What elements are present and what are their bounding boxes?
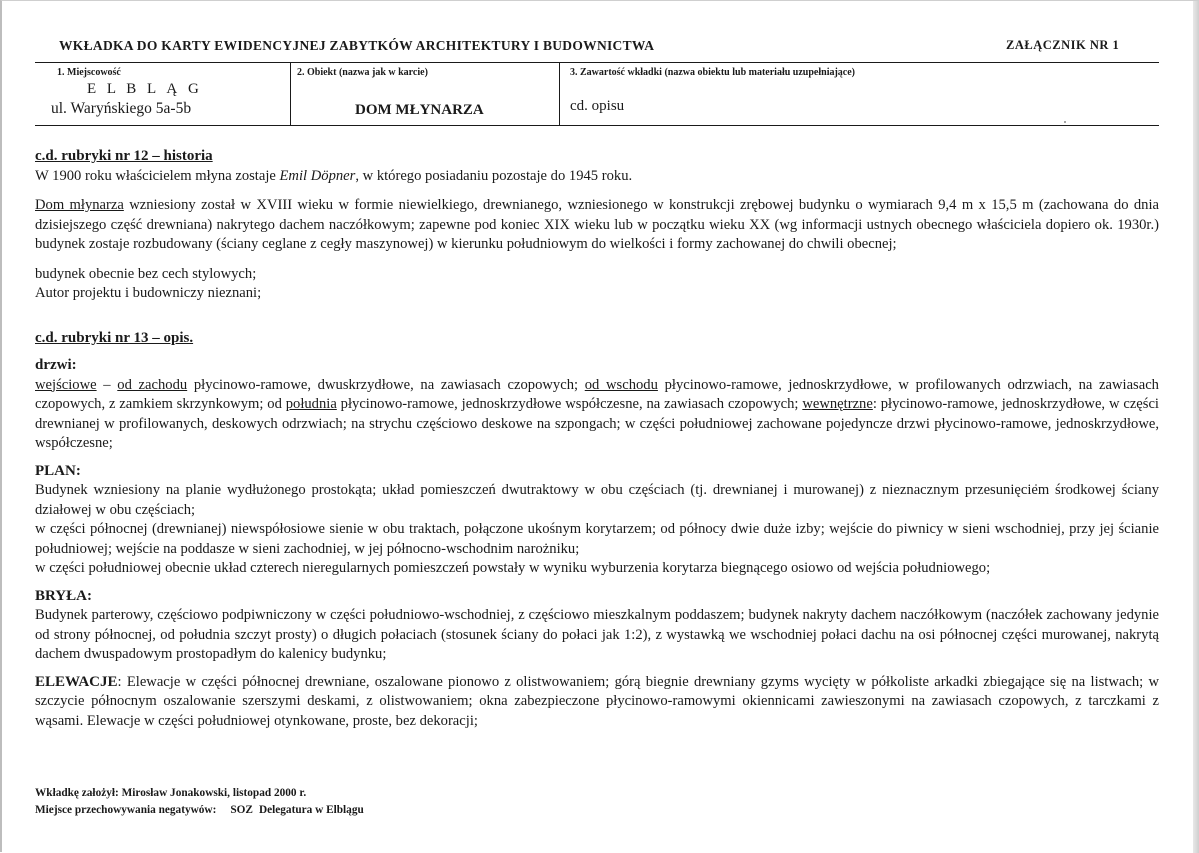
doors-text: płycinowo-ramowe, dwuskrzydłowe, na zawiasach czopowych; bbox=[187, 376, 585, 393]
annex-label: ZAŁĄCZNIK NR 1 bbox=[1006, 38, 1120, 52]
author-label: Wkładkę założył: bbox=[35, 787, 119, 799]
plan-paragraph-2: w części północnej (drewnianej) niewspółosiowe sienie w obu traktach, połączone ukośnym korytarzem; od północy dwie duże izby; wejście do piwnicy w sieni wschodniej, przy jej ścianie południowej; wejście na poddasze w sieni zachodniej, w jej północno-wschodnim narożniku; bbox=[35, 521, 1159, 557]
location-cell bbox=[35, 63, 290, 125]
doors-text: płycinowo-ramowe, jednoskrzydłowe współczesne, na zawiasach czopowych; bbox=[336, 396, 803, 412]
history-p1-text-b: , w którego posiadaniu pozostaje do 1945 roku. bbox=[355, 167, 633, 184]
doors-entrance-term: wejściowe bbox=[35, 376, 97, 393]
history-p2-lead: Dom młynarza bbox=[35, 197, 124, 213]
location-label: 1. Miejscowość bbox=[57, 67, 121, 78]
object-label: 2. Obiekt (nazwa jak w karcie) bbox=[297, 67, 428, 78]
object-name-value: DOM MŁYNARZA bbox=[355, 102, 484, 118]
doors-south-term: południa bbox=[285, 396, 337, 412]
negatives-line bbox=[35, 802, 364, 819]
doors-east-term: od wschodu bbox=[584, 376, 658, 393]
doors-text: płycinowo-ramowe, jednoskrzydłowe, w profilowanych odrzwiach, na zawiasach czopowych, z zamkiem skrzynkowym; od bbox=[35, 376, 1159, 412]
city-value: E L B L Ą G bbox=[87, 81, 203, 97]
document-body bbox=[35, 147, 1159, 731]
plan-paragraph-1: Budynek wzniesiony na planie wydłużonego prostokąta; układ pomieszczeń dwutraktowy w obu częściach (tj. drewnianej i murowanej) z nieznacznym przesunięciem środkowej ściany działowej w obu częściach; bbox=[35, 482, 1159, 518]
doors-west-term: od zachodu bbox=[117, 376, 188, 393]
content-label: 3. Zawartość wkładki (nazwa obiektu lub materiału uzupełniające) bbox=[570, 67, 856, 78]
header-fields-table bbox=[35, 62, 1159, 126]
content-value: cd. opisu bbox=[570, 98, 625, 114]
plan-paragraph-3: w części południowej obecnie układ czterech nieregularnych pomieszczeń powstały w wyniku wyburzenia korytarza biegnącego osiowo od wejścia południowego; bbox=[35, 560, 991, 576]
document-footer bbox=[35, 785, 364, 818]
doors-heading: drzwi: bbox=[35, 357, 77, 373]
history-paragraph-3: budynek obecnie bez cech stylowych; bbox=[35, 265, 257, 282]
plan-heading: PLAN: bbox=[35, 462, 81, 479]
author-value: Mirosław Jonakowski, listopad 2000 r. bbox=[121, 787, 307, 799]
content-cell bbox=[559, 63, 1160, 125]
history-heading: c.d. rubryki nr 12 – historia bbox=[35, 148, 213, 164]
object-cell bbox=[290, 63, 560, 125]
history-paragraph-1 bbox=[35, 167, 1159, 187]
negatives-detail: Delegatura w Elblągu bbox=[258, 803, 364, 816]
elevations-text: Elewacje w części północnej drewniane, oszalowane pionowo z olistwowaniem; górą biegnie drewniany gzyms wycięty w półkoliste arkadki zbiegające się na listwach; w szczycie północnym oszalowanie szerszymi deskami, z olistwowaniem; okna zabezpieczone płycinowo-ramowymi okiennicami zawieszonymi na zawiasach czopowych, z tarczkami z wąsami. Elewacje w części południowej otynkowane, proste, bez dekoracji; bbox=[35, 673, 1160, 729]
history-p1-text-a: W 1900 roku właścicielem młyna zostaje bbox=[35, 167, 280, 184]
doors-paragraph bbox=[35, 376, 1159, 454]
elevations-paragraph bbox=[35, 673, 1159, 732]
elevations-colon: : bbox=[117, 673, 127, 690]
elevations-heading: ELEWACJE bbox=[35, 673, 118, 690]
history-paragraph-2 bbox=[35, 196, 1159, 255]
description-heading: c.d. rubryki nr 13 – opis. bbox=[35, 329, 194, 346]
history-p2-text: wzniesiony został w XVIII wieku w formie niewielkiego, drewnianego, wzniesionego w konstrukcji zrębowej budynku o wymiarach 9,4 m x 15,5 m (zachowana do dnia dzisiejszego część drewniana) nakrytego dachem naczółkowym; zapewne pod koniec XIX wieku lub w początku wieku XX (wg informacji ustnych obecnego właściciela dopiero ok. 1930r.) budynek zostaje rozbudowany (ściany ceglane z cegły maszynowej) w kierunku południowym do wielkości i formy zachowanej do chwili obecnej; bbox=[35, 197, 1159, 252]
author-line bbox=[35, 785, 364, 802]
owner-name: Emil Döpner bbox=[279, 167, 356, 184]
doors-text: – bbox=[96, 376, 118, 393]
negatives-label: Miejsce przechowywania negatywów: bbox=[35, 803, 217, 816]
form-title: WKŁADKA DO KARTY EWIDENCYJNEJ ZABYTKÓW ARCHITEKTURY I BUDOWNICTWA bbox=[59, 38, 655, 53]
doors-text: : płycinowo-ramowe, jednoskrzydłowe, w części drewnianej w profilowanych, deskowych odrzwiach; na strychu częściowo deskowe na szpongach; w części południowej zachowane pojedyncze drzwi płycinowo-ramowe, jednoskrzydłowe, współczesne; bbox=[35, 396, 1159, 451]
scan-edge bbox=[1193, 1, 1199, 853]
massing-heading: BRYŁA: bbox=[35, 587, 92, 604]
negatives-place: SOZ bbox=[230, 803, 253, 816]
history-paragraph-4: Autor projektu i budowniczy nieznani; bbox=[35, 285, 262, 301]
doors-interior-term: wewnętrzne bbox=[802, 396, 873, 412]
street-value: ul. Waryńskiego 5a-5b bbox=[51, 100, 192, 117]
massing-paragraph: Budynek parterowy, częściowo podpiwniczony w części południowo-wschodniej, z częściowo mieszkalnym poddaszem; budynek nakryty dachem naczółkowym (naczółek zachowany jedynie od strony północnej, od południa szczyt prosty) o długich połaciach (stosunek ściany do połaci jak 1:2), z wystawką we wschodniej połaci dachu na osi północnej części murowanej, nakrytą dachem dwuspadowym prostopadłym do kalenicy budynku; bbox=[35, 607, 1159, 662]
